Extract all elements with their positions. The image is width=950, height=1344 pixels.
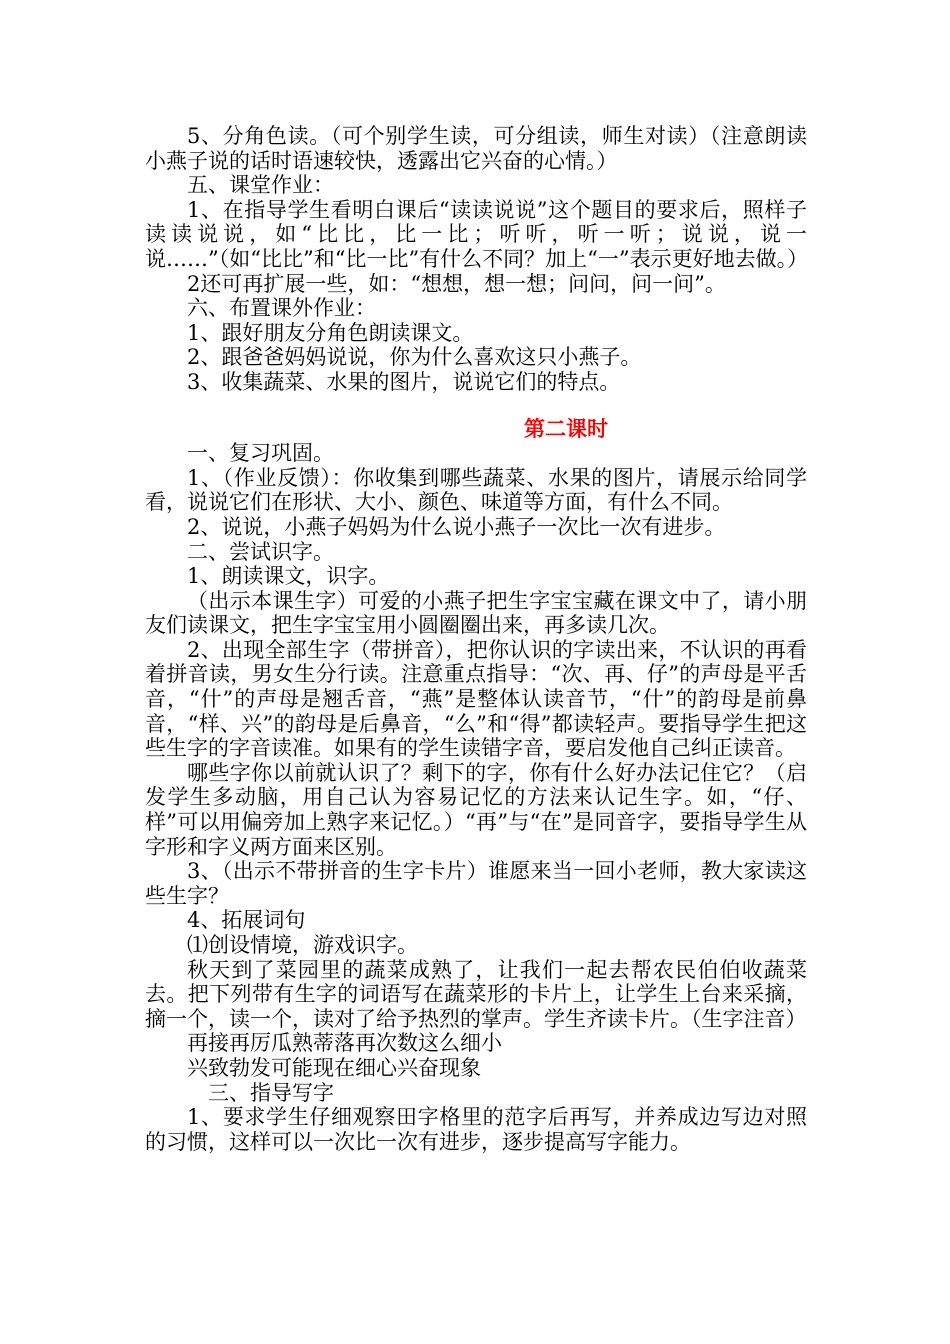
paragraph-review-2: 2、说说，小燕子妈妈为什么说小燕子一次比一次有进步。 bbox=[187, 514, 726, 539]
word-list-2: 兴致勃发可能现在细心兴奋现象 bbox=[187, 1055, 481, 1080]
paragraph-literacy-intro: （出示本课生字）可爱的小燕子把生字宝宝藏在课文中了，请小朋友们读课文，把生字宝宝用小圆圈圈出来，再多读几次。 bbox=[145, 588, 807, 638]
document-page bbox=[145, 124, 807, 1154]
paragraph-literacy-2: 2、出现全部生字（带拼音），把你认识的字读出来，不认识的再看着拼音读，男女生分行读。注意重点指导：“次、再、仔”的声母是平舌音，“什”的声母是翘舌音，“燕”是整体认读音节，“什”的韵母是前鼻音，“样、兴”的韵母是后鼻音，“么”和“得”都读轻声。要指导学生把这些生字的字音读准。如果有的学生读错字音，要启发他自己纠正读音。 bbox=[145, 637, 807, 761]
paragraph-literacy-4: 4、拓展词句 bbox=[187, 908, 306, 933]
paragraph-literacy-memory: 哪些字你以前就认识了？剩下的字，你有什么好办法记住它？（启发学生多动脑，用自己认为容易记忆的方法来认记生字。如，“仔、样”可以用偏旁加上熟字来记忆。）“再”与“在”是同音字，要指导学生从字形和字义两方面来区别。 bbox=[145, 760, 807, 859]
paragraph-game-title: ⑴创设情境，游戏识字。 bbox=[187, 933, 418, 957]
paragraph-literacy-title: 二、尝试识字。 bbox=[187, 539, 334, 564]
paragraph-review-1: 1、（作业反馈）：你收集到哪些蔬菜、水果的图片，请展示给同学看，说说它们在形状、大小、颜色、味道等方面，有什么不同。 bbox=[145, 465, 807, 515]
paragraph-classwork-title: 五、课堂作业： bbox=[187, 173, 334, 198]
paragraph-literacy-3: 3、（出示不带拼音的生字卡片）谁愿来当一回小老师，教大家读这些生字？ bbox=[145, 859, 807, 908]
section-heading: 第二课时 bbox=[524, 415, 608, 441]
paragraph-homework-1: 1、跟好朋友分角色朗读课文。 bbox=[187, 320, 474, 345]
paragraph-literacy-1: 1、朗读课文，识字。 bbox=[187, 564, 390, 589]
paragraph-homework-3: 3、收集蔬菜、水果的图片，说说它们的特点。 bbox=[187, 369, 621, 394]
paragraph-classwork-2: 2还可再扩展一些，如：“想想，想一想；问问，问一问”。 bbox=[187, 271, 726, 296]
paragraph-homework-title: 六、布置课外作业： bbox=[187, 296, 376, 321]
paragraph-game-body: 秋天到了菜园里的蔬菜成熟了，让我们一起去帮农民伯伯收蔬菜去。把下列带有生字的词语写在蔬菜形的卡片上，让学生上台来采摘，摘一个，读一个，读对了给予热烈的掌声。学生齐读卡片。（生字注音） bbox=[145, 957, 807, 1031]
paragraph-writing-title: 三、指导写字 bbox=[208, 1080, 334, 1105]
paragraph-homework-2: 2、跟爸爸妈妈说说，你为什么喜欢这只小燕子。 bbox=[187, 345, 642, 370]
paragraph-role-reading: 5、分角色读。（可个别学生读，可分组读，师生对读）（注意朗读小燕子说的话时语速较快，透露出它兴奋的心情。） bbox=[145, 124, 807, 173]
paragraph-writing-1: 1、要求学生仔细观察田字格里的范字后再写，并养成边写边对照的习惯，这样可以一次比一次有进步，逐步提高写字能力。 bbox=[145, 1105, 807, 1154]
paragraph-review-title: 一、复习巩固。 bbox=[187, 441, 334, 466]
word-list-1: 再接再厉瓜熟蒂落再次数这么细小 bbox=[187, 1031, 502, 1056]
paragraph-classwork-1: 1、在指导学生看明白课后“读读说说”这个题目的要求后，照样子读读说说，如“比比，比一比；听听，听一听；说说，说一说……”（如“比比”和“比一比”有什么不同？加上“一”表示更好地去做。） bbox=[145, 197, 809, 271]
